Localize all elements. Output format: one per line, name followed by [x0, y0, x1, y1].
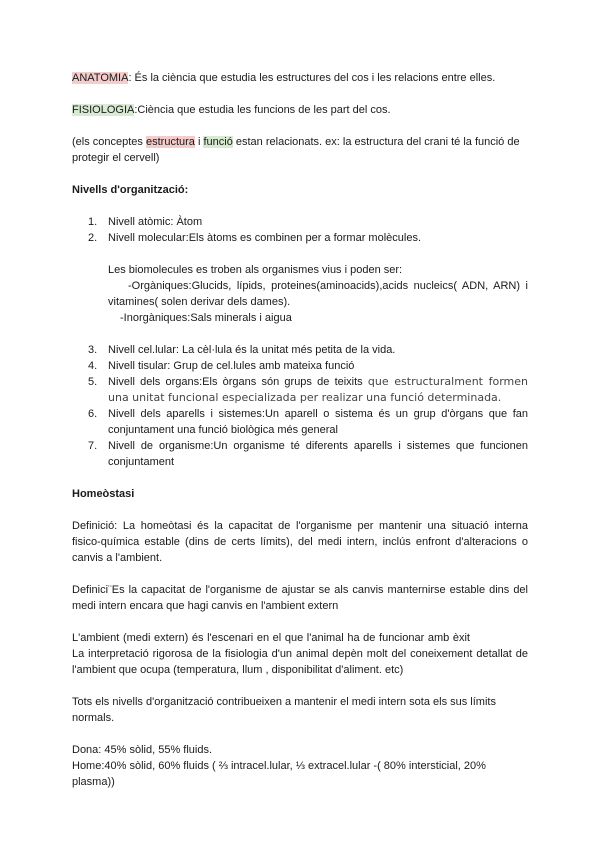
homeostasi-heading: Homeòstasi: [72, 488, 135, 500]
note-text-b: i: [194, 136, 204, 148]
tots-nivells: Tots els nivells d'organització contribueixen a mantenir el medi intern sota els sus límits normals.: [72, 696, 496, 724]
list-item: [72, 358, 528, 374]
biomolecules-block: [72, 262, 528, 326]
list-item: [72, 214, 528, 230]
note-text-c: estan relacionats. ex: la estructura del crani té la funció de protegir el cervell): [72, 136, 520, 164]
nivells-list: [72, 214, 528, 246]
biomolecules-inorganiques: [72, 310, 528, 326]
item-text: Nivell dels organs:Els òrgans són grups de teixits: [108, 376, 368, 388]
item-text-continued: que estructuralment formen una unitat funcional especializada per realizar una funció determinada.: [108, 375, 529, 404]
item-number: 2.: [88, 232, 98, 244]
item-text: Nivell de organisme:Un organisme té diferents aparells i sistemes que funcionen conjuntament: [108, 440, 528, 468]
note-estructura: estructura: [145, 136, 195, 148]
ambient-text-b: La interpretació rigorosa de la fisiologia d'un animal depèn molt del coneixement detallat de l'ambient que ocupa (temperatura, llum , disponibilitat d'aliment. etc): [72, 648, 528, 676]
homeostasi-definicio-2: Definici¨Es la capacitat de l'organisme de ajustar se als canvis manternirse estable dins del medi intern encara que hagi canvis en l'ambient extern: [72, 584, 528, 612]
list-item: [72, 230, 528, 246]
list-item: [72, 342, 528, 358]
item-text: Nivell cel.lular: La cèl·lula és la unitat més petita de la vida.: [108, 344, 396, 356]
ambient-paragraph: [72, 630, 528, 678]
item-text: Nivell tisular: Grup de cel.lules amb mateixa funció: [108, 360, 355, 372]
item-number: 6.: [88, 408, 98, 420]
note-text-a: (els conceptes: [72, 136, 146, 148]
item-number: 4.: [88, 360, 98, 372]
item-text: Nivell molecular:Els àtoms es combinen per a formar molècules.: [108, 232, 422, 244]
anatomia-text: : És la ciència que estudia les estructures del cos i les relacions entre elles.: [128, 72, 496, 84]
biomolecules-intro: Les biomolecules es troben als organismes vius i poden ser:: [108, 264, 403, 276]
item-number: 7.: [88, 440, 98, 452]
organiques-text: -Orgàniques:Glucids, lípids, proteines(aminoacids),acids nucleics( ADN, ARN) i vitamines( solen derivar dels dames).: [108, 280, 528, 308]
item-number: 5.: [88, 376, 98, 388]
biomolecules-organiques: [72, 278, 528, 310]
document-page: [72, 70, 528, 790]
homeostasi-definicio-1: Definició: La homeòtasi és la capacitat de l'organisme per mantenir una situació interna fisico-química estable (dins de certs límits), del medi intern, inclús enfront d'alteracions o canvis a l'ambient.: [72, 520, 528, 564]
item-text: Nivell atòmic: Àtom: [108, 216, 203, 228]
note-funcio: funció: [203, 136, 233, 148]
item-text: Nivell dels aparells i sistemes:Un aparell o sistema és un grup d'òrgans que fan conjuntament una funció biològica més general: [108, 408, 528, 436]
ambient-text-a: L'ambient (medi extern) és l'escenari en el que l'animal ha de funcionar amb èxit: [72, 632, 470, 644]
home-composition: Home:40% sòlid, 60% fluids ( ⅔ intracel.lular, ⅓ extracel.lular -( 80% intersticial, 20% plasma)): [72, 760, 486, 788]
fisiologia-term: FISIOLOGIA: [72, 104, 135, 116]
inorganiques-text: -Inorgàniques:Sals minerals i aigua: [120, 312, 292, 324]
nivells-list-continued: [72, 342, 528, 470]
fisiologia-text: :Ciència que estudia les funcions de les part del cos.: [134, 104, 391, 116]
list-item: [72, 374, 528, 406]
fisiologia-definition: [72, 102, 528, 118]
list-item: [72, 438, 528, 470]
anatomia-term: ANATOMIA: [72, 72, 129, 84]
structure-function-note: [72, 134, 528, 166]
item-number: 3.: [88, 344, 98, 356]
dona-composition: Dona: 45% sòlid, 55% fluids.: [72, 744, 213, 756]
list-item: [72, 406, 528, 438]
nivells-heading: Nivells d'organització:: [72, 184, 189, 196]
anatomia-definition: [72, 70, 528, 86]
item-number: 1.: [88, 216, 98, 228]
